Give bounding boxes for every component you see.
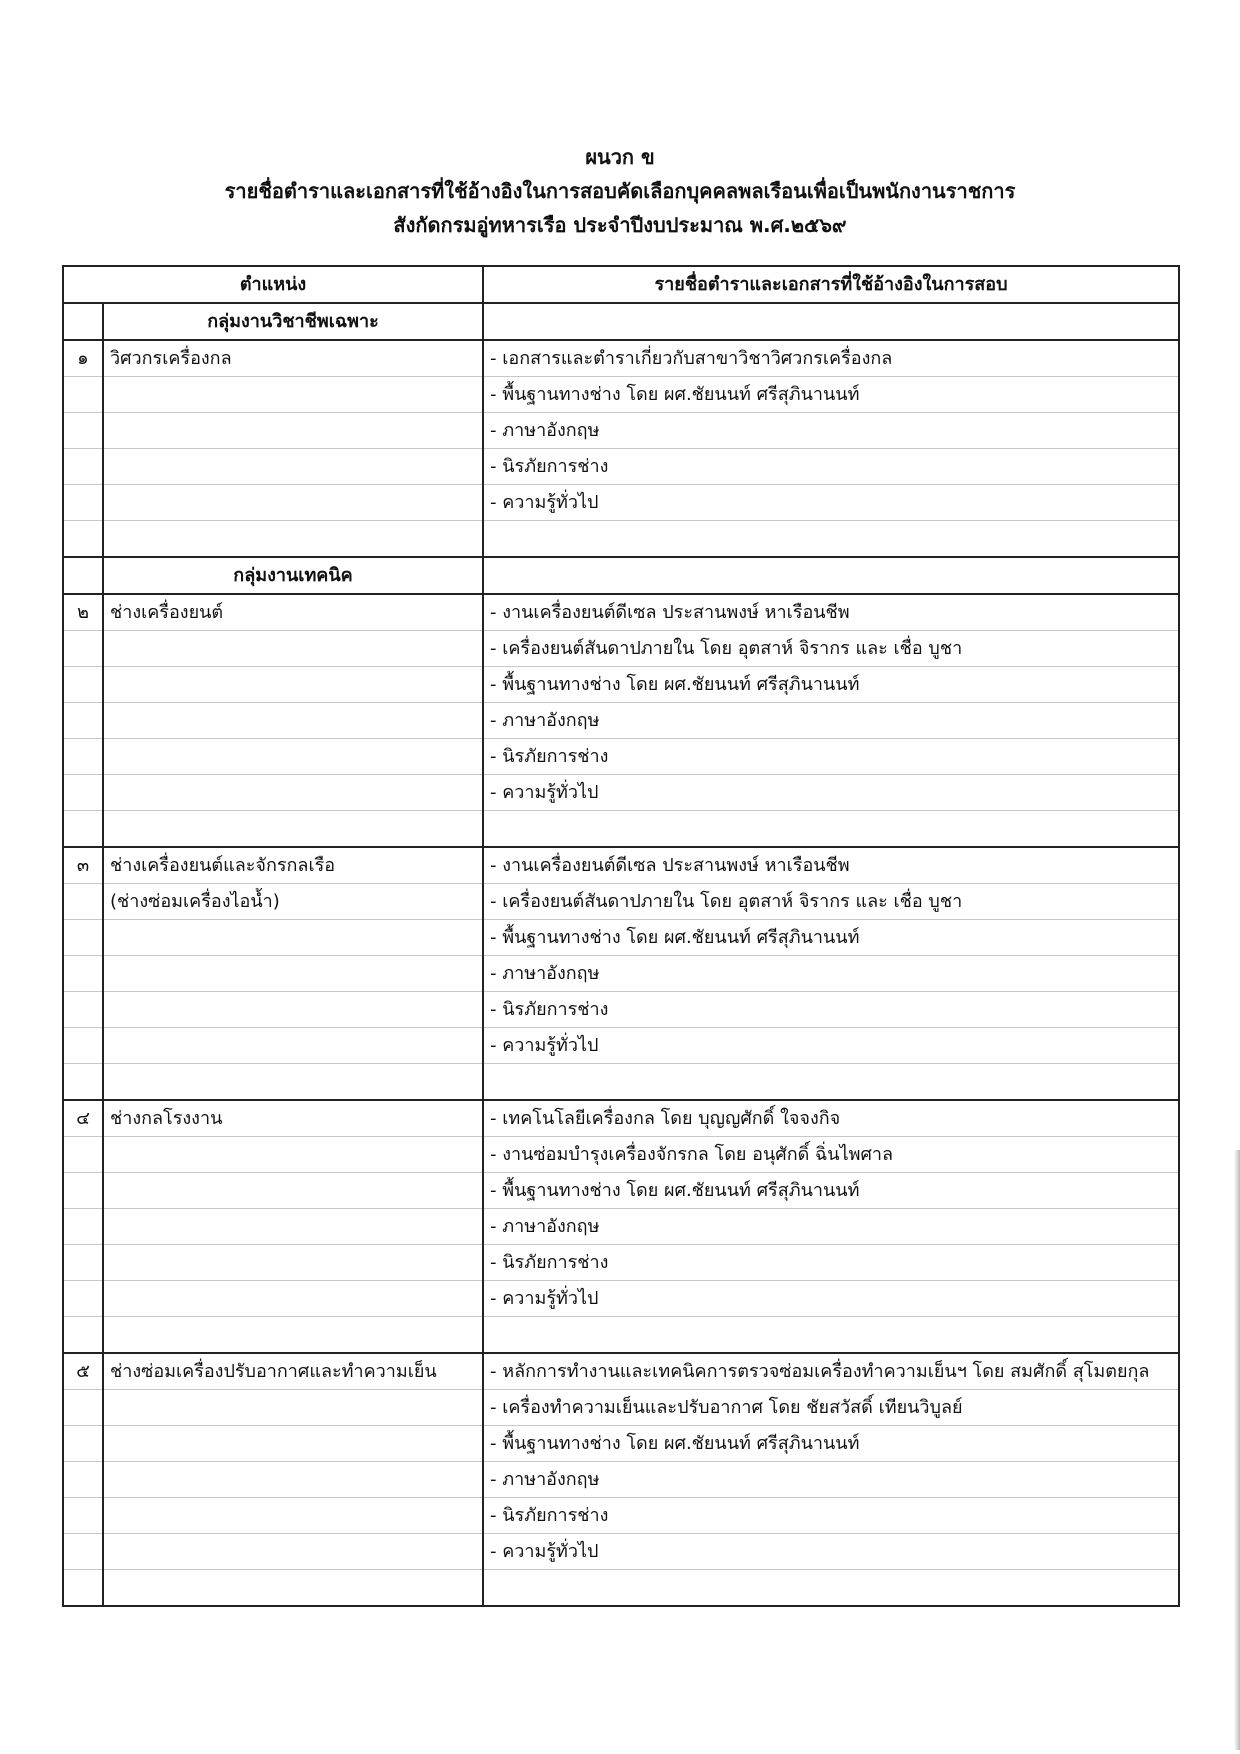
position-cell <box>103 1462 483 1498</box>
table-row <box>63 1209 1179 1245</box>
position-cell <box>103 667 483 703</box>
table-row <box>63 1353 1179 1390</box>
position-cell <box>103 485 483 521</box>
row-number <box>63 485 103 521</box>
row-number <box>63 521 103 558</box>
row-number <box>63 557 103 594</box>
table-row <box>63 631 1179 667</box>
header-position: ตำแหน่ง <box>63 266 483 303</box>
row-number <box>63 1426 103 1462</box>
reference-cell: - ภาษาอังกฤษ <box>483 1209 1179 1245</box>
row-number <box>63 1498 103 1534</box>
table-body <box>63 303 1179 1606</box>
position-cell: ช่างเครื่องยนต์ <box>103 594 483 631</box>
reference-cell: - งานเครื่องยนต์ดีเซล ประสานพงษ์ หาเรือนชีพ <box>483 847 1179 884</box>
position-cell <box>103 739 483 775</box>
annex-title: ผนวก ข <box>585 145 655 169</box>
table-row <box>63 1462 1179 1498</box>
table-row <box>63 739 1179 775</box>
position-cell: (ช่างซ่อมเครื่องไอน้ำ) <box>103 884 483 920</box>
row-number <box>63 811 103 848</box>
row-number <box>63 1209 103 1245</box>
reference-table <box>62 265 1180 1607</box>
group-label: กลุ่มงานวิชาชีพเฉพาะ <box>103 303 483 340</box>
position-cell <box>103 631 483 667</box>
row-number <box>63 1462 103 1498</box>
position-cell <box>103 1390 483 1426</box>
reference-cell: - นิรภัยการช่าง <box>483 1498 1179 1534</box>
table-row <box>63 413 1179 449</box>
row-number <box>63 703 103 739</box>
position-cell: ช่างซ่อมเครื่องปรับอากาศและทำความเย็น <box>103 1353 483 1390</box>
table-row <box>63 1245 1179 1281</box>
position-cell: ช่างกลโรงงาน <box>103 1100 483 1137</box>
reference-cell: - พื้นฐานทางช่าง โดย ผศ.ชัยนนท์ ศรีสุภินานนท์ <box>483 920 1179 956</box>
group-row <box>63 557 1179 594</box>
row-number <box>63 631 103 667</box>
row-number <box>63 884 103 920</box>
position-cell <box>103 992 483 1028</box>
row-number <box>63 1390 103 1426</box>
reference-cell: - ภาษาอังกฤษ <box>483 1462 1179 1498</box>
row-number <box>63 303 103 340</box>
group-label: กลุ่มงานเทคนิค <box>103 557 483 594</box>
reference-cell: - นิรภัยการช่าง <box>483 992 1179 1028</box>
table-row <box>63 1137 1179 1173</box>
reference-cell <box>483 1317 1179 1354</box>
reference-cell <box>483 303 1179 340</box>
table-row <box>63 485 1179 521</box>
table-row <box>63 703 1179 739</box>
table-row <box>63 521 1179 558</box>
reference-cell: - ความรู้ทั่วไป <box>483 775 1179 811</box>
reference-cell <box>483 811 1179 848</box>
table-row <box>63 377 1179 413</box>
reference-cell: - พื้นฐานทางช่าง โดย ผศ.ชัยนนท์ ศรีสุภินานนท์ <box>483 1426 1179 1462</box>
table-row <box>63 1317 1179 1354</box>
reference-cell: - ภาษาอังกฤษ <box>483 956 1179 992</box>
row-number <box>63 667 103 703</box>
table-row <box>63 667 1179 703</box>
position-cell <box>103 377 483 413</box>
position-cell <box>103 920 483 956</box>
table-row <box>63 920 1179 956</box>
reference-cell: - ภาษาอังกฤษ <box>483 413 1179 449</box>
position-cell <box>103 521 483 558</box>
row-number <box>63 1534 103 1570</box>
reference-cell <box>483 521 1179 558</box>
reference-cell: - เทคโนโลยีเครื่องกล โดย บุญญศักดิ์ ใจจงกิจ <box>483 1100 1179 1137</box>
table-row <box>63 340 1179 377</box>
document-subtitle-2: สังกัดกรมอู่ทหารเรือ ประจำปีงบประมาณ พ.ศ.๒๕๖๙ <box>393 213 847 237</box>
table-row <box>63 1498 1179 1534</box>
position-cell <box>103 956 483 992</box>
position-cell <box>103 1028 483 1064</box>
document-subtitle: รายชื่อตำราและเอกสารที่ใช้อ้างอิงในการสอบคัดเลือกบุคคลพลเรือนเพื่อเป็นพนักงานราชการ <box>224 179 1016 203</box>
table-row <box>63 1100 1179 1137</box>
reference-cell: - ความรู้ทั่วไป <box>483 1534 1179 1570</box>
reference-cell <box>483 557 1179 594</box>
reference-cell: - หลักการทำงานและเทคนิคการตรวจซ่อมเครื่องทำความเย็นฯ โดย สมศักดิ์ สุโมตยกุล <box>483 1353 1179 1390</box>
row-number <box>63 1028 103 1064</box>
reference-cell: - เอกสารและตำราเกี่ยวกับสาขาวิชาวิศวกรเครื่องกล <box>483 340 1179 377</box>
row-number <box>63 1064 103 1101</box>
table-row <box>63 992 1179 1028</box>
reference-cell: - นิรภัยการช่าง <box>483 739 1179 775</box>
row-number <box>63 1173 103 1209</box>
position-cell <box>103 811 483 848</box>
row-number <box>63 377 103 413</box>
reference-cell: - ความรู้ทั่วไป <box>483 1281 1179 1317</box>
position-cell <box>103 1498 483 1534</box>
group-row <box>63 303 1179 340</box>
row-number <box>63 1245 103 1281</box>
row-number: ๕ <box>63 1353 103 1390</box>
position-cell <box>103 1281 483 1317</box>
row-number <box>63 1570 103 1607</box>
position-cell <box>103 1534 483 1570</box>
reference-cell: - เครื่องทำความเย็นและปรับอากาศ โดย ชัยสวัสดิ์ เทียนวิบูลย์ <box>483 1390 1179 1426</box>
row-number: ๓ <box>63 847 103 884</box>
row-number <box>63 413 103 449</box>
table-row <box>63 847 1179 884</box>
reference-cell: - ภาษาอังกฤษ <box>483 703 1179 739</box>
position-cell <box>103 1064 483 1101</box>
row-number <box>63 449 103 485</box>
row-number <box>63 1281 103 1317</box>
position-cell <box>103 703 483 739</box>
reference-cell <box>483 1570 1179 1607</box>
position-cell <box>103 1137 483 1173</box>
position-cell <box>103 775 483 811</box>
document-header <box>0 140 1240 242</box>
reference-cell: - นิรภัยการช่าง <box>483 1245 1179 1281</box>
row-number <box>63 775 103 811</box>
position-cell <box>103 1426 483 1462</box>
table-row <box>63 884 1179 920</box>
table-row <box>63 1570 1179 1607</box>
position-cell: ช่างเครื่องยนต์และจักรกลเรือ <box>103 847 483 884</box>
reference-cell: - พื้นฐานทางช่าง โดย ผศ.ชัยนนท์ ศรีสุภินานนท์ <box>483 667 1179 703</box>
row-number: ๔ <box>63 1100 103 1137</box>
reference-cell: - เครื่องยนต์สันดาปภายใน โดย อุตสาห์ จิรากร และ เชื่อ บูชา <box>483 631 1179 667</box>
table-row <box>63 956 1179 992</box>
table-row <box>63 1173 1179 1209</box>
reference-cell: - พื้นฐานทางช่าง โดย ผศ.ชัยนนท์ ศรีสุภินานนท์ <box>483 1173 1179 1209</box>
table-row <box>63 775 1179 811</box>
position-cell <box>103 1317 483 1354</box>
reference-cell: - งานเครื่องยนต์ดีเซล ประสานพงษ์ หาเรือนชีพ <box>483 594 1179 631</box>
scan-edge-shadow <box>1234 1150 1240 1750</box>
row-number <box>63 739 103 775</box>
position-cell: วิศวกรเครื่องกล <box>103 340 483 377</box>
reference-cell: - ความรู้ทั่วไป <box>483 485 1179 521</box>
reference-cell: - ความรู้ทั่วไป <box>483 1028 1179 1064</box>
position-cell <box>103 1173 483 1209</box>
position-cell <box>103 413 483 449</box>
reference-cell <box>483 1064 1179 1101</box>
row-number: ๒ <box>63 594 103 631</box>
table-row <box>63 811 1179 848</box>
reference-cell: - นิรภัยการช่าง <box>483 449 1179 485</box>
row-number: ๑ <box>63 340 103 377</box>
table-row <box>63 1426 1179 1462</box>
table-row <box>63 449 1179 485</box>
row-number <box>63 992 103 1028</box>
row-number <box>63 1317 103 1354</box>
table-row <box>63 1064 1179 1101</box>
table-row <box>63 1281 1179 1317</box>
row-number <box>63 1137 103 1173</box>
table-row <box>63 1534 1179 1570</box>
position-cell <box>103 1570 483 1607</box>
row-number <box>63 920 103 956</box>
position-cell <box>103 449 483 485</box>
table-row <box>63 594 1179 631</box>
position-cell <box>103 1245 483 1281</box>
table-header-row <box>63 266 1179 303</box>
reference-cell: - พื้นฐานทางช่าง โดย ผศ.ชัยนนท์ ศรีสุภินานนท์ <box>483 377 1179 413</box>
table-row <box>63 1390 1179 1426</box>
row-number <box>63 956 103 992</box>
table-row <box>63 1028 1179 1064</box>
position-cell <box>103 1209 483 1245</box>
reference-cell: - เครื่องยนต์สันดาปภายใน โดย อุตสาห์ จิรากร และ เชื่อ บูชา <box>483 884 1179 920</box>
header-references: รายชื่อตำราและเอกสารที่ใช้อ้างอิงในการสอบ <box>483 266 1179 303</box>
reference-cell: - งานซ่อมบำรุงเครื่องจักรกล โดย อนุศักดิ์ ฉิ่นไพศาล <box>483 1137 1179 1173</box>
